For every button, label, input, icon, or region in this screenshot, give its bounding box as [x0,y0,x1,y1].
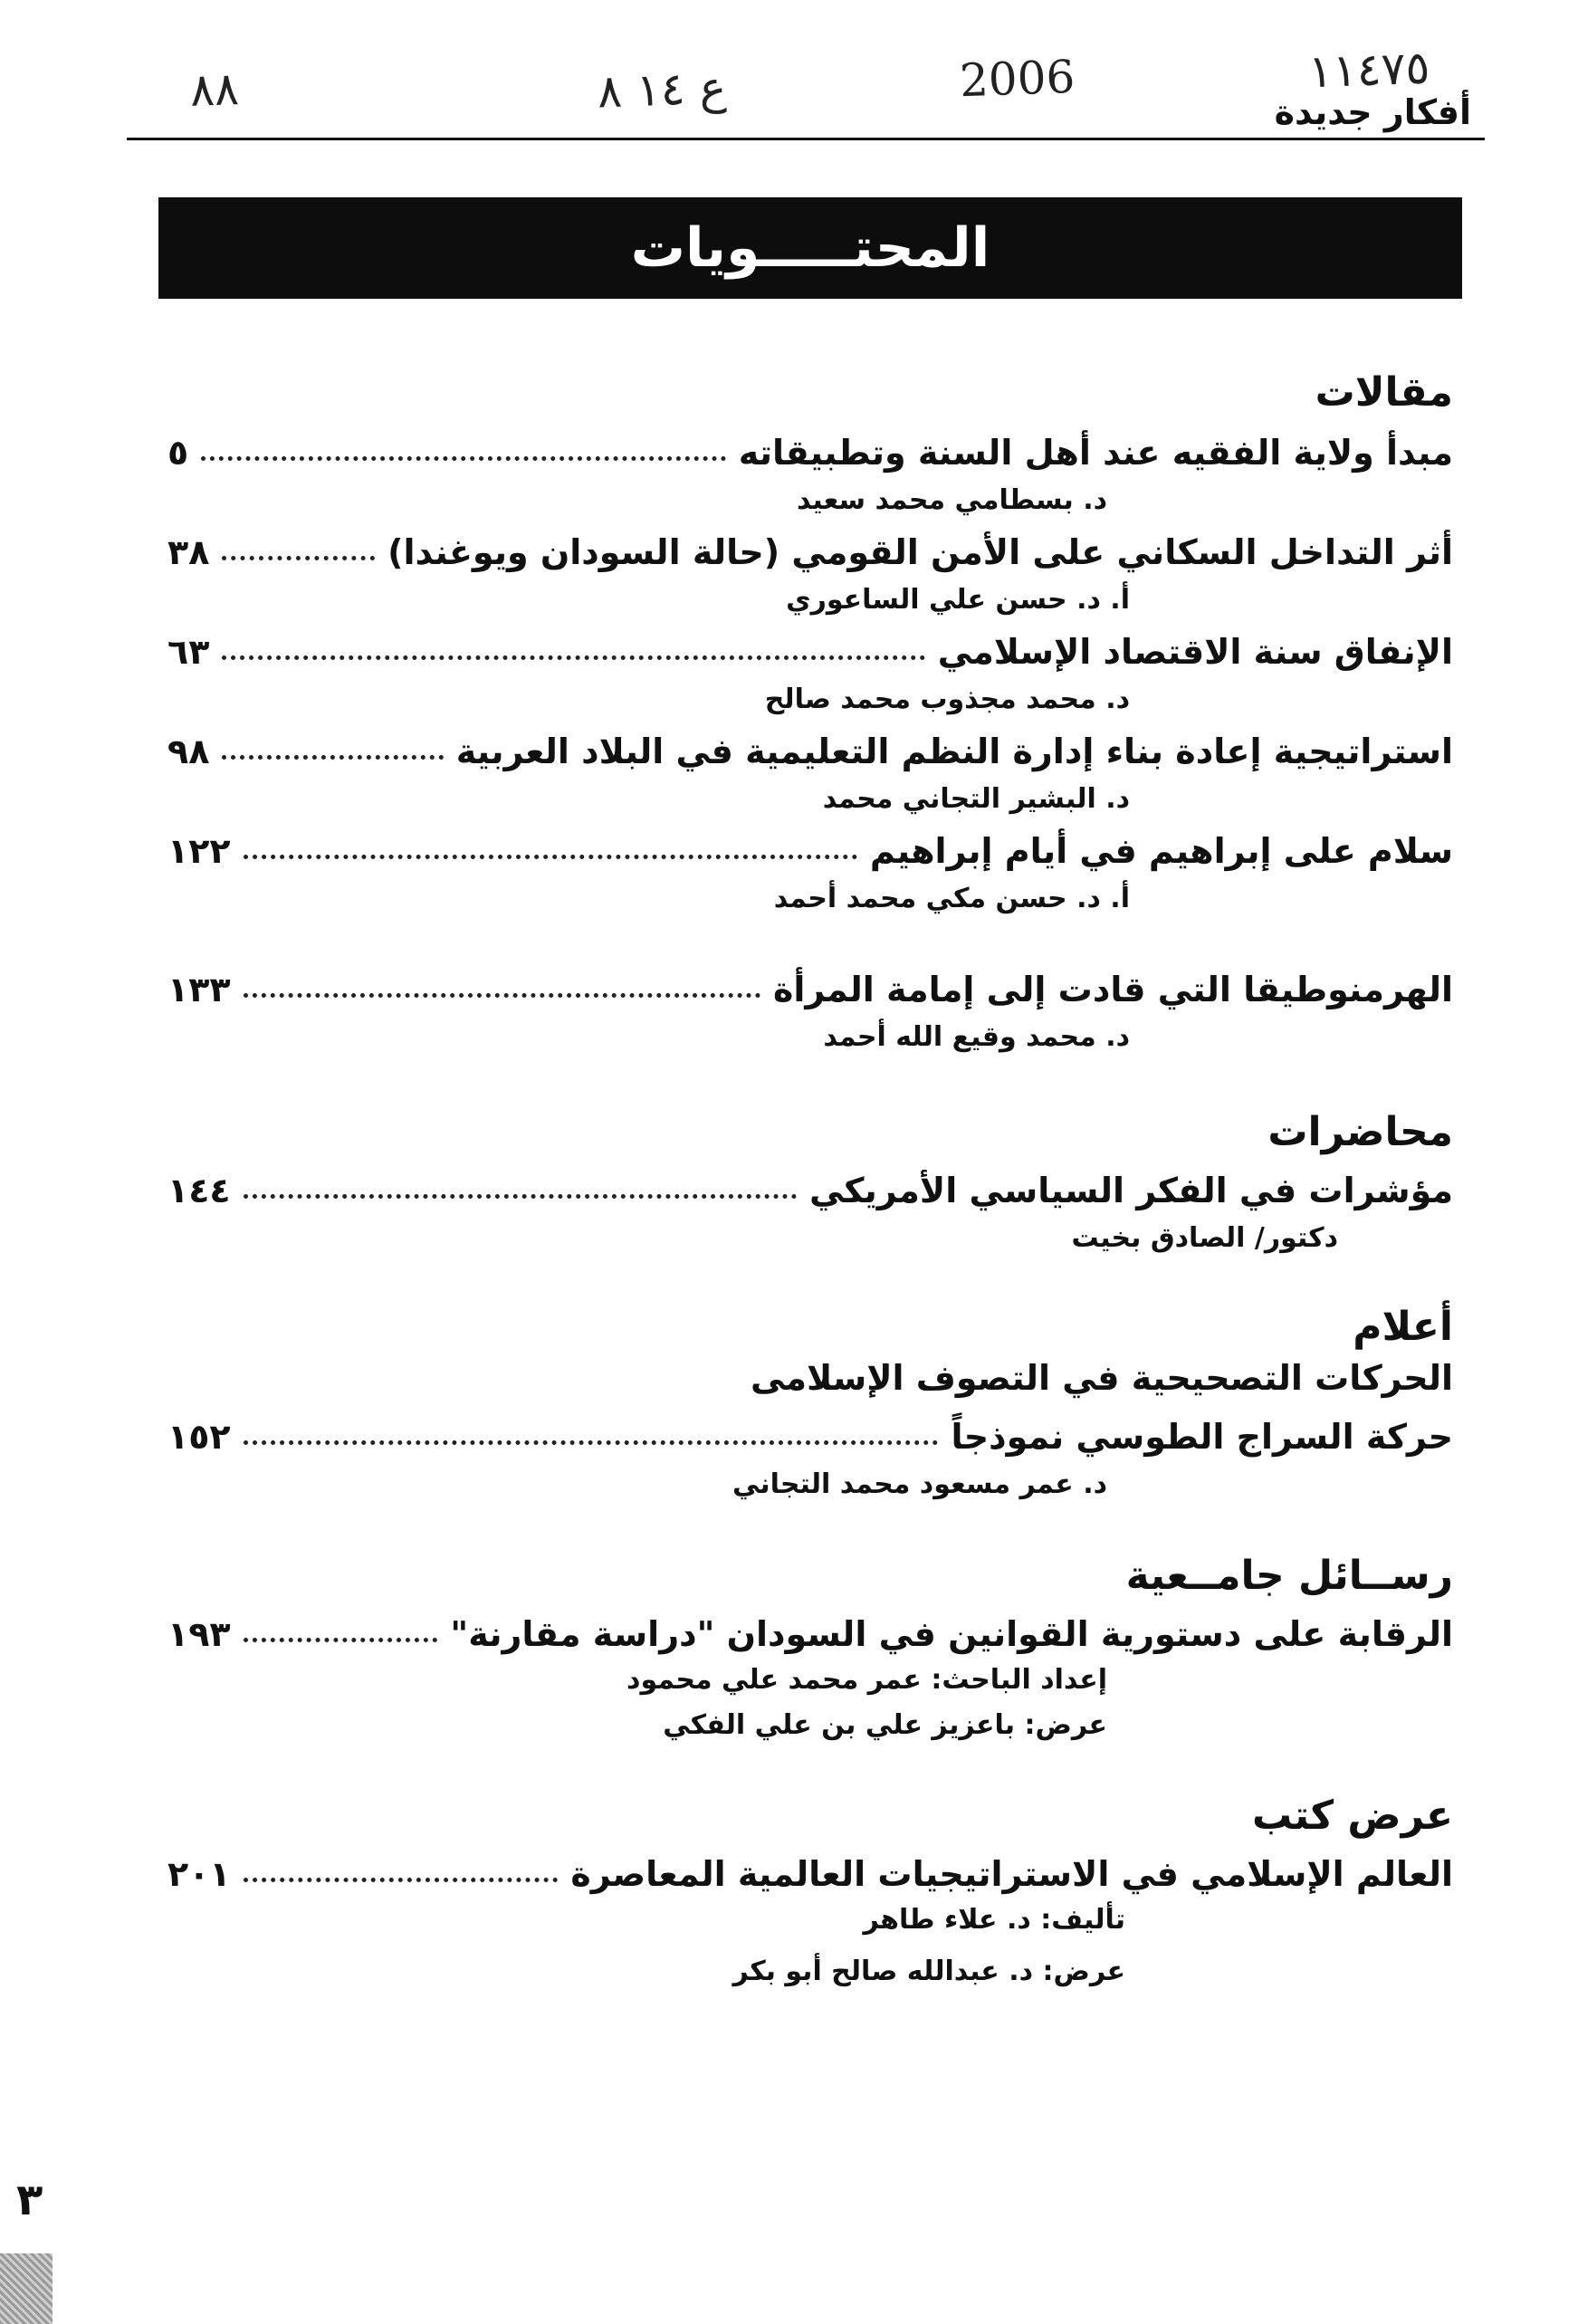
dot-leader [222,556,375,560]
toc-entry[interactable] [167,625,1453,679]
handwritten-note-left: ٨٨ [189,62,240,117]
section-heading-figures: أعلام [1353,1304,1453,1350]
entry-title: الهرمنوطيقا التي قادت إلى إمامة المرأة [772,970,1453,1009]
thesis-researcher: إعداد الباحث: عمر محمد علي محمود [626,1664,1107,1696]
toc-entry[interactable] [167,724,1453,779]
entry-title: استراتيجية إعادة بناء إدارة النظم التعليمية في البلاد العربية [455,732,1453,771]
section-heading-theses: رســائل جامــعية [1125,1553,1453,1599]
dot-leader [222,755,443,760]
contents-title: المحتـــــويات [630,216,990,280]
toc-entry[interactable] [167,1410,1453,1464]
entry-title: حركة السراج الطوسي نموذجاً [951,1417,1453,1457]
entry-author: دكتور/ الصادق بخيت [1071,1222,1338,1254]
entry-page-number: ٥ [167,433,189,473]
toc-entry[interactable] [167,824,1453,878]
dot-leader [201,456,726,461]
entry-page-number: ١٥٢ [167,1417,231,1457]
entry-page-number: ١٢٢ [167,831,231,871]
entry-title: مؤشرات في الفكر السياسي الأمريكي [808,1171,1453,1210]
entry-title: العالم الإسلامي في الاستراتيجيات العالمية المعاصرة [570,1854,1453,1894]
entry-title: الرقابة على دستورية القوانين في السودان "دراسة مقارنة" [450,1614,1453,1654]
toc-entry[interactable] [167,525,1453,579]
section-heading-lectures: محاضرات [1267,1109,1453,1155]
entry-page-number: ٢٠١ [167,1854,231,1894]
journal-name: أفكار جديدة [1274,92,1471,132]
toc-entry[interactable] [167,1163,1453,1218]
dot-leader [244,855,857,859]
entry-author: د. محمد مجذوب محمد صالح [764,684,1130,715]
entry-title: سلام على إبراهيم في أيام إبراهيم [869,831,1453,871]
entry-title-line1: الحركات التصحيحية في التصوف الإسلامى [751,1358,1453,1398]
toc-entry[interactable] [167,962,1453,1017]
header-rule [127,138,1485,140]
page-folio: ٣ [16,2175,43,2225]
handwritten-note-center: ع ١٤ ٨ [597,61,728,119]
entry-page-number: ٦٣ [167,632,210,672]
entry-author: د. بسطامي محمد سعيد [797,484,1107,516]
entry-page-number: ٣٨ [167,532,210,572]
toc-entry[interactable] [167,1847,1453,1901]
scan-corner-mark [0,2253,53,2324]
dot-leader [244,993,760,998]
entry-title: الإنفاق سنة الاقتصاد الإسلامي [937,632,1453,672]
toc-entry[interactable] [167,426,1453,480]
entry-title: مبدأ ولاية الفقيه عند أهل السنة وتطبيقاته [738,433,1453,473]
entry-page-number: ١٣٣ [167,970,231,1009]
entry-author: أ. د. حسن مكي محمد أحمد [773,883,1130,914]
toc-entry[interactable] [167,1607,1453,1661]
book-reviewer: عرض: د. عبدالله صالح أبو بكر [732,1956,1125,1987]
dot-leader [244,1638,438,1642]
entry-page-number: ١٤٤ [167,1171,231,1210]
entry-author: د. عمر مسعود محمد التجاني [732,1468,1107,1500]
entry-page-number: ١٩٣ [167,1614,231,1654]
handwritten-note-year: 2006 [959,50,1076,108]
entry-page-number: ٩٨ [167,732,210,771]
book-author: تأليف: د. علاء طاهر [863,1904,1125,1936]
thesis-reviewer: عرض: باعزيز علي بن علي الفكي [663,1709,1107,1741]
entry-author: د. البشير التجاني محمد [822,783,1130,815]
dot-leader [222,655,924,660]
contents-title-band [158,197,1462,299]
handwritten-note-right: ١١٤٧٥ [1307,41,1431,99]
entry-title: أثر التداخل السكاني على الأمن القومي (حالة السودان ويوغندا) [387,532,1453,572]
section-heading-book-reviews: عرض كتب [1251,1793,1453,1839]
entry-author: أ. د. حسن علي الساعوري [786,584,1130,616]
dot-leader [244,1194,797,1199]
entry-author: د. محمد وقيع الله أحمد [823,1021,1130,1053]
dot-leader [244,1878,559,1882]
section-heading-articles: مقالات [1315,369,1453,416]
dot-leader [244,1440,939,1445]
